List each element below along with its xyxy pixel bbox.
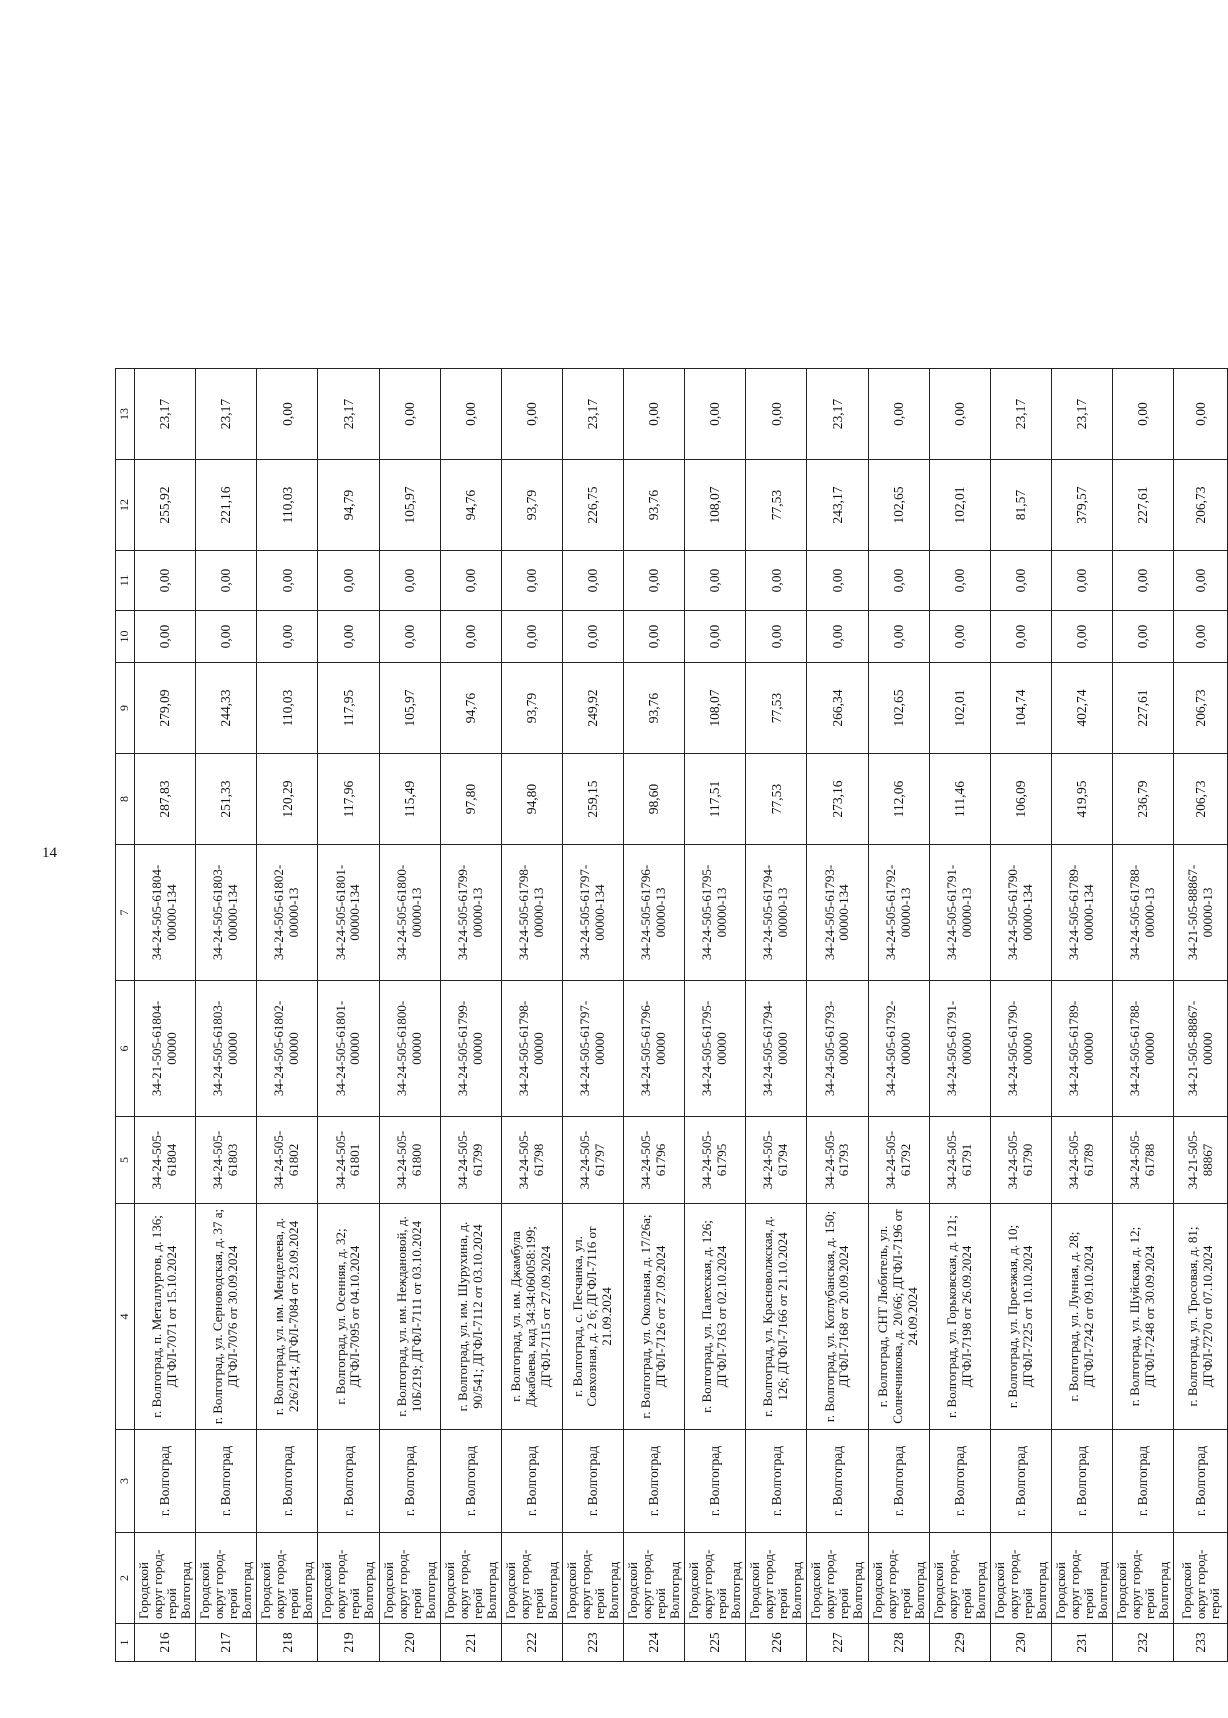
code-cell: 34-24-505-61794-00000 (746, 981, 807, 1117)
code-cell: 34-24-505-61791-00000 (929, 981, 990, 1117)
address-cell: г. Волгоград, ул. им. Джамбула Джабаева, кад 34:34:060058:199; ДГФЛ-7115 от 27.09.2024 (501, 1204, 562, 1430)
row-number-cell: 232 (1113, 1624, 1174, 1662)
code-cell: 34-24-505-61792 (868, 1117, 929, 1204)
code-cell: 34-24-505-61795 (685, 1117, 746, 1204)
column-number-cell: 6 (116, 981, 135, 1117)
table-row (1174, 369, 1228, 1662)
locality-cell: г. Волгоград (929, 1430, 990, 1533)
column-number-cell: 5 (116, 1117, 135, 1204)
row-number-cell: 225 (685, 1624, 746, 1662)
code-cell: 34-24-505-61793 (807, 1117, 868, 1204)
value-cell: 287,83 (135, 754, 196, 845)
locality-cell: г. Волгоград (624, 1430, 685, 1533)
code-cell: 34-24-505-61804-00000-134 (135, 845, 196, 981)
municipality-cell: Городской округ город-герой Волгоград (196, 1533, 257, 1624)
value-cell: 0,00 (562, 551, 623, 611)
value-cell: 117,51 (685, 754, 746, 845)
code-cell: 34-24-505-61790-00000 (990, 981, 1051, 1117)
code-cell: 34-21-505-88867-00000 (1174, 981, 1228, 1117)
column-number-cell: 8 (116, 754, 135, 845)
value-cell: 379,57 (1051, 460, 1112, 551)
column-number-cell: 13 (116, 369, 135, 460)
locality-cell: г. Волгоград (990, 1430, 1051, 1533)
value-cell: 0,00 (624, 551, 685, 611)
value-cell: 108,07 (685, 460, 746, 551)
municipality-cell: Городской округ город-герой (1174, 1533, 1228, 1624)
value-cell: 0,00 (379, 551, 440, 611)
value-cell: 0,00 (929, 369, 990, 460)
address-cell: г. Волгоград, ул. Шуйская, д. 12; ДГФЛ-7248 от 30.09.2024 (1113, 1204, 1174, 1430)
table-row (562, 369, 623, 1662)
code-cell: 34-24-505-61797-00000-134 (562, 845, 623, 981)
value-cell: 94,76 (440, 663, 501, 754)
value-cell: 0,00 (685, 611, 746, 663)
value-cell: 106,09 (990, 754, 1051, 845)
locality-cell: г. Волгоград (196, 1430, 257, 1533)
table-row (318, 369, 379, 1662)
municipality-cell: Городской округ город-герой Волгоград (685, 1533, 746, 1624)
table-row (135, 369, 196, 1662)
code-cell: 34-24-505-61803 (196, 1117, 257, 1204)
address-cell: г. Волгоград, ул. Котлубанская, д. 150; ДГФЛ-7168 от 20.09.2024 (807, 1204, 868, 1430)
table-row (257, 369, 318, 1662)
code-cell: 34-24-505-61795-00000-13 (685, 845, 746, 981)
code-cell: 34-24-505-61796-00000-13 (624, 845, 685, 981)
locality-cell: г. Волгоград (562, 1430, 623, 1533)
municipality-cell: Городской округ город-герой Волгоград (868, 1533, 929, 1624)
value-cell: 206,73 (1174, 754, 1228, 845)
value-cell: 0,00 (1113, 369, 1174, 460)
row-number-cell: 219 (318, 1624, 379, 1662)
value-cell: 0,00 (318, 611, 379, 663)
address-cell: г. Волгоград, ул. Горьковская, д. 121; ДГФЛ-7198 от 26.09.2024 (929, 1204, 990, 1430)
table-row (1051, 369, 1112, 1662)
address-cell: г. Волгоград, с. Песчанка, ул. Совхозная, д. 2 б; ДГФЛ-7116 от 21.09.2024 (562, 1204, 623, 1430)
code-cell: 34-24-505-61794 (746, 1117, 807, 1204)
address-cell: г. Волгоград, ул. Красноволжская, д. 126; ДГФЛ-7166 от 21.10.2024 (746, 1204, 807, 1430)
locality-cell: г. Волгоград (318, 1430, 379, 1533)
value-cell: 23,17 (318, 369, 379, 460)
table-row (868, 369, 929, 1662)
code-cell: 34-24-505-61801 (318, 1117, 379, 1204)
table-row (746, 369, 807, 1662)
value-cell: 0,00 (1174, 551, 1228, 611)
code-cell: 34-24-505-61792-00000 (868, 981, 929, 1117)
value-cell: 419,95 (1051, 754, 1112, 845)
code-cell: 34-24-505-61791 (929, 1117, 990, 1204)
locality-cell: г. Волгоград (868, 1430, 929, 1533)
municipality-cell: Городской округ город-герой Волгоград (440, 1533, 501, 1624)
value-cell: 251,33 (196, 754, 257, 845)
value-cell: 77,53 (746, 663, 807, 754)
code-cell: 34-24-505-61802-00000 (257, 981, 318, 1117)
locality-cell: г. Волгоград (257, 1430, 318, 1533)
table-row (440, 369, 501, 1662)
code-cell: 34-24-505-61803-00000 (196, 981, 257, 1117)
value-cell: 0,00 (1174, 369, 1228, 460)
value-cell: 110,03 (257, 663, 318, 754)
value-cell: 102,01 (929, 460, 990, 551)
row-number-cell: 226 (746, 1624, 807, 1662)
column-number-row (116, 369, 135, 1662)
code-cell: 34-24-505-61793-00000-134 (807, 845, 868, 981)
address-cell: г. Волгоград, ул. Проезжая, д. 10; ДГФЛ-7225 от 10.10.2024 (990, 1204, 1051, 1430)
municipality-cell: Городской округ город-герой Волгоград (379, 1533, 440, 1624)
table-row (501, 369, 562, 1662)
row-number-cell: 222 (501, 1624, 562, 1662)
code-cell: 34-21-505-61804-00000 (135, 981, 196, 1117)
value-cell: 244,33 (196, 663, 257, 754)
value-cell: 0,00 (379, 369, 440, 460)
row-number-cell: 230 (990, 1624, 1051, 1662)
row-number-cell: 217 (196, 1624, 257, 1662)
municipality-cell: Городской округ город-герой Волгоград (562, 1533, 623, 1624)
code-cell: 34-24-505-61802 (257, 1117, 318, 1204)
row-number-cell: 223 (562, 1624, 623, 1662)
value-cell: 0,00 (990, 611, 1051, 663)
value-cell: 259,15 (562, 754, 623, 845)
value-cell: 120,29 (257, 754, 318, 845)
locality-cell: г. Волгоград (807, 1430, 868, 1533)
code-cell: 34-24-505-61790-00000-134 (990, 845, 1051, 981)
value-cell: 105,97 (379, 663, 440, 754)
row-number-cell: 229 (929, 1624, 990, 1662)
locality-cell: г. Волгоград (1174, 1430, 1228, 1533)
code-cell: 34-24-505-61800-00000 (379, 981, 440, 1117)
table-row (990, 369, 1051, 1662)
value-cell: 0,00 (624, 611, 685, 663)
value-cell: 0,00 (440, 551, 501, 611)
column-number-cell: 11 (116, 551, 135, 611)
value-cell: 104,74 (990, 663, 1051, 754)
value-cell: 0,00 (318, 551, 379, 611)
value-cell: 0,00 (746, 611, 807, 663)
column-number-cell: 12 (116, 460, 135, 551)
code-cell: 34-24-505-61798 (501, 1117, 562, 1204)
value-cell: 0,00 (868, 369, 929, 460)
value-cell: 97,80 (440, 754, 501, 845)
code-cell: 34-24-505-61797-00000 (562, 981, 623, 1117)
locality-cell: г. Волгоград (135, 1430, 196, 1533)
address-cell: г. Волгоград, ул. Лунная, д. 28; ДГФЛ-7242 от 09.10.2024 (1051, 1204, 1112, 1430)
value-cell: 0,00 (440, 369, 501, 460)
address-cell: г. Волгоград, СНТ Любитель, ул. Солнечникова, д. 20/66; ДГФЛ-7196 от 24.09.2024 (868, 1204, 929, 1430)
locality-cell: г. Волгоград (1113, 1430, 1174, 1533)
value-cell: 77,53 (746, 460, 807, 551)
column-number-cell: 1 (116, 1624, 135, 1662)
row-number-cell: 221 (440, 1624, 501, 1662)
value-cell: 226,75 (562, 460, 623, 551)
code-cell: 34-24-505-61798-00000-13 (501, 845, 562, 981)
municipality-cell: Городской округ город-герой Волгоград (746, 1533, 807, 1624)
code-cell: 34-24-505-61788-00000 (1113, 981, 1174, 1117)
value-cell: 93,79 (501, 460, 562, 551)
row-number-cell: 228 (868, 1624, 929, 1662)
code-cell: 34-24-505-61799-00000-13 (440, 845, 501, 981)
code-cell: 34-24-505-61795-00000 (685, 981, 746, 1117)
value-cell: 279,09 (135, 663, 196, 754)
row-number-cell: 231 (1051, 1624, 1112, 1662)
value-cell: 0,00 (929, 551, 990, 611)
row-number-cell: 227 (807, 1624, 868, 1662)
value-cell: 243,17 (807, 460, 868, 551)
row-number-cell: 218 (257, 1624, 318, 1662)
locality-cell: г. Волгоград (746, 1430, 807, 1533)
value-cell: 0,00 (807, 611, 868, 663)
municipality-cell: Городской округ город-герой Волгоград (929, 1533, 990, 1624)
value-cell: 81,57 (990, 460, 1051, 551)
value-cell: 0,00 (379, 611, 440, 663)
value-cell: 23,17 (807, 369, 868, 460)
municipality-cell: Городской округ город-герой Волгоград (1051, 1533, 1112, 1624)
value-cell: 117,95 (318, 663, 379, 754)
municipality-cell: Городской округ город-герой Волгоград (990, 1533, 1051, 1624)
page-number: 14 (42, 845, 57, 861)
value-cell: 227,61 (1113, 663, 1174, 754)
code-cell: 34-24-505-61789-00000 (1051, 981, 1112, 1117)
locality-cell: г. Волгоград (685, 1430, 746, 1533)
value-cell: 221,16 (196, 460, 257, 551)
code-cell: 34-24-505-61798-00000 (501, 981, 562, 1117)
code-cell: 34-24-505-61793-00000 (807, 981, 868, 1117)
value-cell: 93,76 (624, 663, 685, 754)
register-table (115, 368, 1228, 1662)
locality-cell: г. Волгоград (440, 1430, 501, 1533)
value-cell: 23,17 (1051, 369, 1112, 460)
address-cell: г. Волгоград, ул. Осенняя, д. 32; ДГФЛ-7095 от 04.10.2024 (318, 1204, 379, 1430)
value-cell: 111,46 (929, 754, 990, 845)
address-cell: г. Волгоград, ул. им. Менделеева, д. 226/214; ДГФЛ-7084 от 23.09.2024 (257, 1204, 318, 1430)
municipality-cell: Городской округ город-герой Волгоград (807, 1533, 868, 1624)
value-cell: 110,03 (257, 460, 318, 551)
row-number-cell: 220 (379, 1624, 440, 1662)
value-cell: 0,00 (868, 611, 929, 663)
value-cell: 206,73 (1174, 663, 1228, 754)
table-row (1113, 369, 1174, 1662)
value-cell: 266,34 (807, 663, 868, 754)
value-cell: 0,00 (257, 369, 318, 460)
value-cell: 0,00 (562, 611, 623, 663)
municipality-cell: Городской округ город-герой Волгоград (257, 1533, 318, 1624)
address-cell: г. Волгоград, п. Металлургов, д. 136; ДГФЛ-7071 от 15.10.2024 (135, 1204, 196, 1430)
value-cell: 206,73 (1174, 460, 1228, 551)
municipality-cell: Городской округ город-герой Волгоград (1113, 1533, 1174, 1624)
address-cell: г. Волгоград, ул. Тросовая, д. 81; ДГФЛ-7270 от 07.10.2024 (1174, 1204, 1228, 1430)
locality-cell: г. Волгоград (1051, 1430, 1112, 1533)
column-number-cell: 4 (116, 1204, 135, 1430)
value-cell: 112,06 (868, 754, 929, 845)
value-cell: 117,96 (318, 754, 379, 845)
row-number-cell: 233 (1174, 1624, 1228, 1662)
value-cell: 0,00 (1113, 551, 1174, 611)
value-cell: 93,76 (624, 460, 685, 551)
value-cell: 23,17 (990, 369, 1051, 460)
municipality-cell: Городской округ город-герой Волгоград (318, 1533, 379, 1624)
value-cell: 98,60 (624, 754, 685, 845)
value-cell: 0,00 (1174, 611, 1228, 663)
value-cell: 115,49 (379, 754, 440, 845)
address-cell: г. Волгоград, ул. им. Неждановой, д. 10Б/219; ДГФЛ-7111 от 03.10.2024 (379, 1204, 440, 1430)
code-cell: 34-24-505-61800 (379, 1117, 440, 1204)
code-cell: 34-24-505-61803-00000-134 (196, 845, 257, 981)
value-cell: 0,00 (746, 551, 807, 611)
column-number-cell: 3 (116, 1430, 135, 1533)
value-cell: 0,00 (501, 611, 562, 663)
address-cell: г. Волгоград, ул. Окольная, д. 17/26а; ДГФЛ-7126 от 27.09.2024 (624, 1204, 685, 1430)
value-cell: 0,00 (990, 551, 1051, 611)
value-cell: 105,97 (379, 460, 440, 551)
value-cell: 0,00 (868, 551, 929, 611)
value-cell: 93,79 (501, 663, 562, 754)
value-cell: 0,00 (196, 611, 257, 663)
value-cell: 0,00 (257, 551, 318, 611)
value-cell: 0,00 (196, 551, 257, 611)
value-cell: 94,79 (318, 460, 379, 551)
value-cell: 102,65 (868, 460, 929, 551)
address-cell: г. Волгоград, ул. Серноводская, д. 37 а; ДГФЛ-7076 от 30.09.2024 (196, 1204, 257, 1430)
code-cell: 34-24-505-61792-00000-13 (868, 845, 929, 981)
value-cell: 23,17 (135, 369, 196, 460)
code-cell: 34-24-505-61789-00000-134 (1051, 845, 1112, 981)
value-cell: 0,00 (501, 369, 562, 460)
locality-cell: г. Волгоград (501, 1430, 562, 1533)
code-cell: 34-24-505-61791-00000-13 (929, 845, 990, 981)
value-cell: 0,00 (1051, 551, 1112, 611)
value-cell: 0,00 (135, 551, 196, 611)
code-cell: 34-24-505-61801-00000-134 (318, 845, 379, 981)
column-number-cell: 9 (116, 663, 135, 754)
value-cell: 108,07 (685, 663, 746, 754)
code-cell: 34-21-505-88867-00000-13 (1174, 845, 1228, 981)
locality-cell: г. Волгоград (379, 1430, 440, 1533)
value-cell: 0,00 (685, 369, 746, 460)
code-cell: 34-24-505-61790 (990, 1117, 1051, 1204)
table-row (196, 369, 257, 1662)
value-cell: 0,00 (624, 369, 685, 460)
value-cell: 227,61 (1113, 460, 1174, 551)
code-cell: 34-24-505-61799 (440, 1117, 501, 1204)
address-cell: г. Волгоград, ул. им. Шурухина, д. 90/541; ДГФЛ-7112 от 03.10.2024 (440, 1204, 501, 1430)
code-cell: 34-24-505-61801-00000 (318, 981, 379, 1117)
code-cell: 34-24-505-61788-00000-13 (1113, 845, 1174, 981)
row-number-cell: 216 (135, 1624, 196, 1662)
value-cell: 0,00 (685, 551, 746, 611)
code-cell: 34-24-505-61794-00000-13 (746, 845, 807, 981)
value-cell: 0,00 (1113, 611, 1174, 663)
municipality-cell: Городской округ город-герой Волгоград (501, 1533, 562, 1624)
column-number-cell: 7 (116, 845, 135, 981)
value-cell: 0,00 (1051, 611, 1112, 663)
value-cell: 94,80 (501, 754, 562, 845)
code-cell: 34-24-505-61796 (624, 1117, 685, 1204)
column-number-cell: 2 (116, 1533, 135, 1624)
value-cell: 273,16 (807, 754, 868, 845)
code-cell: 34-21-505-88867 (1174, 1117, 1228, 1204)
value-cell: 23,17 (196, 369, 257, 460)
code-cell: 34-24-505-61796-00000 (624, 981, 685, 1117)
value-cell: 0,00 (929, 611, 990, 663)
code-cell: 34-24-505-61797 (562, 1117, 623, 1204)
value-cell: 236,79 (1113, 754, 1174, 845)
value-cell: 0,00 (807, 551, 868, 611)
code-cell: 34-24-505-61799-00000 (440, 981, 501, 1117)
code-cell: 34-24-505-61802-00000-13 (257, 845, 318, 981)
municipality-cell: Городской округ город-герой Волгоград (624, 1533, 685, 1624)
value-cell: 102,01 (929, 663, 990, 754)
value-cell: 249,92 (562, 663, 623, 754)
value-cell: 94,76 (440, 460, 501, 551)
value-cell: 255,92 (135, 460, 196, 551)
value-cell: 0,00 (135, 611, 196, 663)
column-number-cell: 10 (116, 611, 135, 663)
row-number-cell: 224 (624, 1624, 685, 1662)
value-cell: 102,65 (868, 663, 929, 754)
address-cell: г. Волгоград, ул. Палехская, д. 126; ДГФЛ-7163 от 02.10.2024 (685, 1204, 746, 1430)
table-row (624, 369, 685, 1662)
municipality-cell: Городской округ город-герой Волгоград (135, 1533, 196, 1624)
value-cell: 0,00 (746, 369, 807, 460)
value-cell: 0,00 (257, 611, 318, 663)
table-row (379, 369, 440, 1662)
code-cell: 34-24-505-61788 (1113, 1117, 1174, 1204)
table-row (929, 369, 990, 1662)
value-cell: 77,53 (746, 754, 807, 845)
table-row (685, 369, 746, 1662)
value-cell: 0,00 (501, 551, 562, 611)
code-cell: 34-24-505-61800-00000-13 (379, 845, 440, 981)
table-row (807, 369, 868, 1662)
code-cell: 34-24-505-61804 (135, 1117, 196, 1204)
value-cell: 402,74 (1051, 663, 1112, 754)
code-cell: 34-24-505-61789 (1051, 1117, 1112, 1204)
value-cell: 0,00 (440, 611, 501, 663)
value-cell: 23,17 (562, 369, 623, 460)
